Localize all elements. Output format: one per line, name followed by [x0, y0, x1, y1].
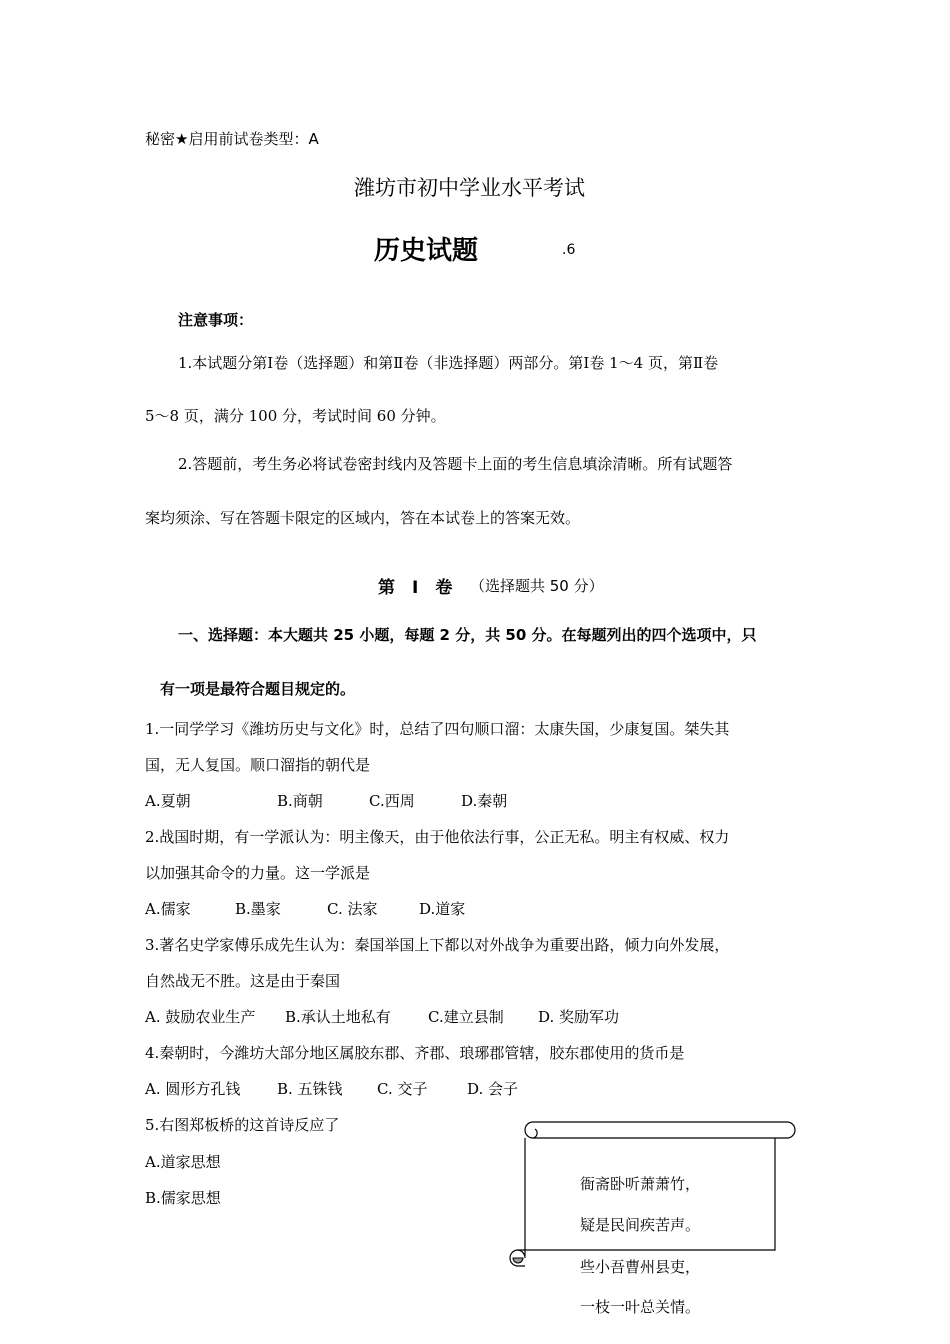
question-2-option-b: B.墨家 [235, 900, 281, 918]
notice-item2-line2: 案均须涂、写在答题卡限定的区域内，答在本试卷上的答案无效。 [145, 509, 581, 527]
question-3-line1: 3.著名史学家傅乐成先生认为：秦国举国上下都以对外战争为重要出路，倾力向外发展， [145, 936, 730, 954]
question-1-option-b: B.商朝 [277, 792, 323, 810]
question-3-option-c: C.建立县制 [428, 1008, 504, 1026]
question-1-line1: 1.一同学学习《潍坊历史与文化》时，总结了四句顺口溜：太康失国，少康复国。桀失其 [145, 720, 730, 738]
volume-subtitle: （选择题共 50 分） [470, 577, 604, 595]
notice-item1-line1: 1.本试题分第Ⅰ卷（选择题）和第Ⅱ卷（非选择题）两部分。第Ⅰ卷 1～4 页，第Ⅱ卷 [178, 354, 719, 372]
exam-title: 潍坊市初中学业水平考试 [354, 176, 585, 200]
date-suffix: .6 [562, 242, 576, 258]
notice-heading: 注意事项： [178, 311, 254, 329]
question-2-option-c: C. 法家 [327, 900, 378, 918]
question-1-option-d: D.秦朝 [461, 792, 508, 810]
poem-line-3: 些小吾曹州县吏， [580, 1258, 701, 1276]
question-5-option-b: B.儒家思想 [145, 1189, 221, 1207]
question-1-options [145, 790, 507, 811]
notice-item2-line1: 2.答题前，考生务必将试卷密封线内及答题卡上面的考生信息填涂清晰。所有试题答 [178, 455, 733, 473]
question-4-line1: 4.秦朝时，今潍坊大部分地区属胶东郡、齐郡、琅琊郡管辖，胶东郡使用的货币是 [145, 1044, 685, 1062]
poem-line-4: 一枝一叶总关情。 [580, 1298, 701, 1316]
classification-label: 秘密★启用前试卷类型：A [145, 130, 319, 148]
scroll-illustration [505, 1118, 805, 1278]
question-5-line1: 5.右图郑板桥的这首诗反应了 [145, 1116, 340, 1134]
question-3-line2: 自然战无不胜。这是由于秦国 [145, 972, 341, 990]
question-2-options [145, 898, 465, 919]
section1-instruction-line2: 有一项是最符合题目规定的。 [160, 680, 356, 698]
question-1-option-a: A.夏朝 [145, 792, 191, 810]
question-2-line2: 以加强其命令的力量。这一学派是 [145, 864, 371, 882]
question-4-option-d: D. 会子 [467, 1080, 519, 1098]
question-5-option-a: A.道家思想 [145, 1153, 221, 1171]
question-3-option-a: A. 鼓励农业生产 [145, 1008, 256, 1026]
question-4-option-c: C. 交子 [377, 1080, 428, 1098]
question-3-option-b: B.承认土地私有 [285, 1008, 391, 1026]
question-1-line2: 国，无人复国。顺口溜指的朝代是 [145, 756, 371, 774]
question-2-option-d: D.道家 [419, 900, 466, 918]
subject-title: 历史试题 [374, 236, 479, 266]
question-2-line1: 2.战国时期，有一学派认为：明主像天，由于他依法行事，公正无私。明主有权威、权力 [145, 828, 730, 846]
question-3-option-d: D. 奖励军功 [538, 1008, 620, 1026]
poem-line-2: 疑是民间疾苦声。 [580, 1216, 701, 1234]
question-4-option-a: A. 圆形方孔钱 [145, 1080, 241, 1098]
question-1-option-c: C.西周 [369, 792, 415, 810]
question-2-option-a: A.儒家 [145, 900, 191, 918]
notice-item1-line2: 5～8 页，满分 100 分，考试时间 60 分钟。 [145, 407, 446, 425]
question-4-options [145, 1078, 518, 1099]
volume-title: 第 Ⅰ 卷 [378, 578, 453, 598]
question-4-option-b: B. 五铢钱 [277, 1080, 343, 1098]
question-3-options [145, 1006, 619, 1027]
poem-line-1: 衙斋卧听萧萧竹， [580, 1175, 701, 1193]
section1-instruction-line1: 一、选择题：本大题共 25 小题，每题 2 分，共 50 分。在每题列出的四个选项中，只 [178, 626, 757, 644]
